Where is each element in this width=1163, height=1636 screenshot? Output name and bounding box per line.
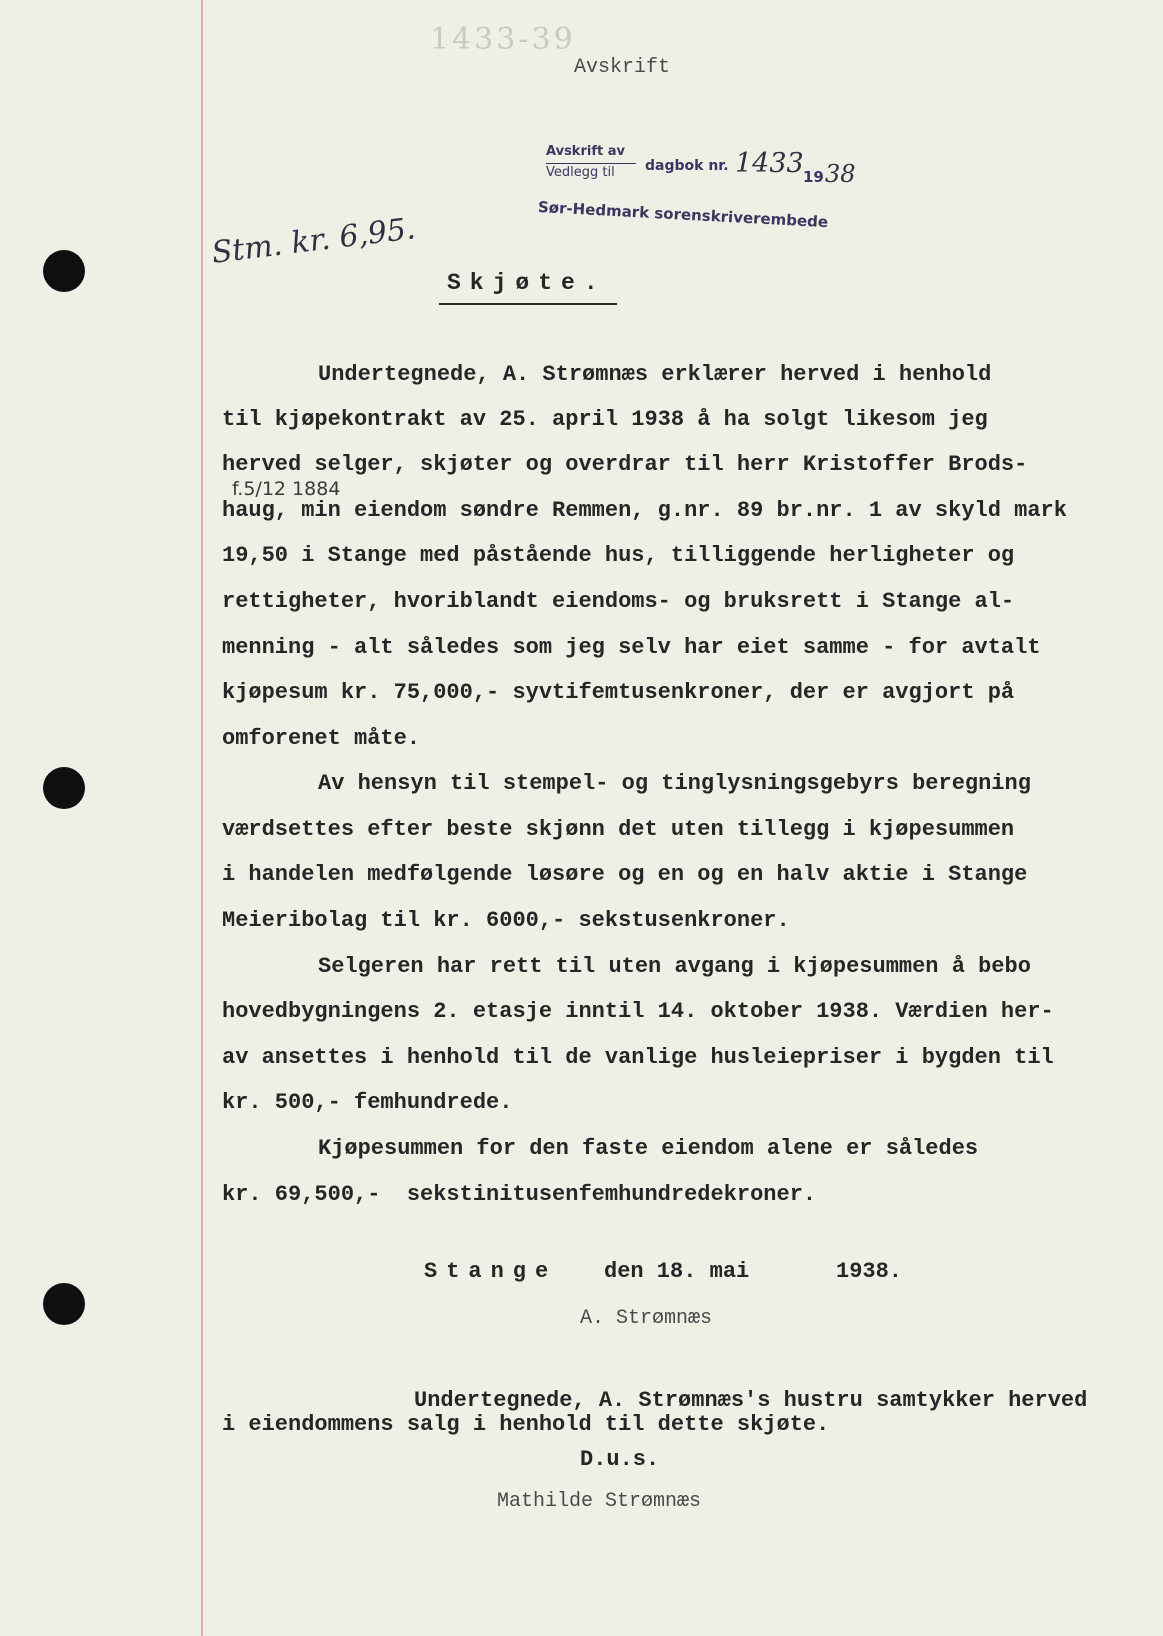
consent-line-1: Undertegnede, A. Strømnæs's hustru samtykker herved [414, 1388, 1088, 1413]
interlinear-birth-note: f.5/12 1884 [232, 478, 341, 500]
body-line-2: til kjøpekontrakt av 25. april 1938 å ha solgt likesom jeg [222, 407, 988, 432]
body-line-19: kr. 69,500,- sekstinitusenfemhundredekroner. [222, 1182, 817, 1207]
title-underline [439, 303, 617, 305]
consent-line-2: i eiendommens salg i henhold til dette skjøte. [222, 1412, 830, 1437]
stamp-underline [546, 163, 636, 164]
wife-signature: Mathilde Strømnæs [497, 1490, 702, 1513]
body-line-4: haug, min eiendom søndre Remmen, g.nr. 89 br.nr. 1 av skyld mark [222, 498, 1067, 523]
date-text: den 18. mai [604, 1259, 750, 1284]
date-year: 1938. [836, 1259, 903, 1284]
body-line-7: menning - alt således som jeg selv har eiet samme - for avtalt [222, 635, 1041, 660]
stamp-year-handwritten: 38 [825, 160, 856, 188]
stamp-vedlegg-til: Vedlegg til [546, 165, 615, 180]
punch-hole-top [43, 250, 85, 292]
body-line-15: hovedbygningens 2. etasje inntil 14. oktober 1938. Værdien her- [222, 999, 1054, 1024]
dus-mark: D.u.s. [580, 1447, 660, 1472]
body-line-9: omforenet måte. [222, 726, 421, 751]
stamp-year-prefix: 19 [803, 168, 824, 186]
stamp-office: Sør-Hedmark sorenskriverembede [537, 198, 829, 232]
place-name: Stange [424, 1259, 558, 1284]
body-line-8: kjøpesum kr. 75,000,- syvtifemtusenkroner, der er avgjort på [222, 680, 1015, 705]
body-line-10: Av hensyn til stempel- og tinglysningsgebyrs beregning [318, 771, 1031, 796]
punch-hole-middle [43, 767, 85, 809]
punch-hole-bottom [43, 1283, 85, 1325]
body-line-11: værdsettes efter beste skjønn det uten tillegg i kjøpesummen [222, 817, 1015, 842]
stamp-dagbok-number: 1433 [735, 148, 804, 179]
stamp-avskrift-av: Avskrift av [546, 144, 625, 159]
body-line-5: 19,50 i Stange med påstående hus, tilliggende herligheter og [222, 543, 1015, 568]
body-line-16: av ansettes i henhold til de vanlige husleiepriser i bygden til [222, 1045, 1054, 1070]
margin-fee-note: Stm. kr. 6,95. [209, 211, 418, 271]
document-title: Skjøte. [447, 270, 607, 296]
stamp-dagbok-nr: dagbok nr. [645, 158, 729, 174]
body-line-1: Undertegnede, A. Strømnæs erklærer herved i henhold [318, 362, 992, 387]
body-line-14: Selgeren har rett til uten avgang i kjøpesummen å bebo [318, 954, 1031, 979]
header-label: Avskrift [574, 56, 671, 79]
body-line-17: kr. 500,- femhundrede. [222, 1090, 513, 1115]
body-line-6: rettigheter, hvoriblandt eiendoms- og bruksrett i Stange al- [222, 589, 1015, 614]
body-line-18: Kjøpesummen for den faste eiendom alene er således [318, 1136, 979, 1161]
body-line-13: Meieribolag til kr. 6000,- sekstusenkroner. [222, 908, 790, 933]
margin-rule [201, 0, 203, 1636]
body-line-12: i handelen medfølgende løsøre og en og en halv aktie i Stange [222, 862, 1028, 887]
body-line-3: herved selger, skjøter og overdrar til herr Kristoffer Brods- [222, 452, 1028, 477]
faint-top-marks: 1433-39 [430, 22, 576, 57]
seller-signature: A. Strømnæs [580, 1307, 713, 1330]
